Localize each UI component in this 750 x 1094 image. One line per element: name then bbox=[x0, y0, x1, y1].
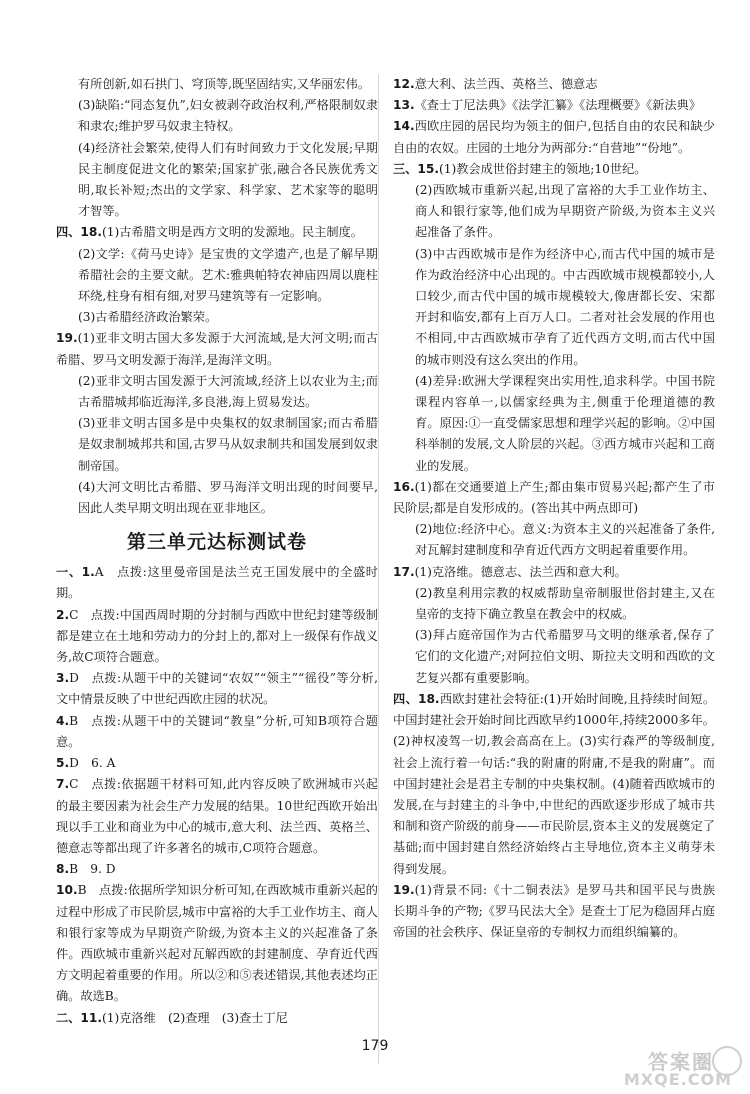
left-answers-part1 bbox=[56, 74, 378, 519]
right-answers bbox=[393, 74, 715, 943]
answer-paragraph bbox=[56, 307, 378, 328]
question-number: 三、15. bbox=[393, 161, 439, 176]
answer-text: (1)克洛维。德意志、法兰西和意大利。 bbox=[414, 564, 627, 579]
answer-text: D 6. A bbox=[69, 756, 116, 771]
answer-text: (3)缺陷:“同态复仇”,妇女被剥夺政治权利,严格限制奴隶和隶农;维护罗马奴隶主特权。 bbox=[78, 98, 378, 134]
answer-text: B 点拨:依据所学知识分析可知,在西欧城市重新兴起的过程中形成了市民阶层,城市中富裕的大手工业作坊主、商人和银行家等成为早期资产阶级,为资本主义的兴起准备了条件。西欧城市重新兴起对瓦解西欧的封建制度、孕育近代西方文明起着重要的作用。所以②和⑤表述错误,其他表述均正确。故选B。 bbox=[56, 883, 378, 1004]
answer-paragraph bbox=[56, 138, 378, 223]
question-number: 13. bbox=[393, 98, 415, 113]
left-answers-part2 bbox=[56, 562, 378, 1028]
question-number: 16. bbox=[393, 479, 415, 494]
answer-paragraph bbox=[56, 880, 378, 1007]
watermark-line1: 答案圈 bbox=[648, 1050, 714, 1074]
question-number: 3. bbox=[56, 671, 70, 686]
answer-text: (1)教会成世俗封建主的领地;10世纪。 bbox=[438, 161, 647, 176]
answer-paragraph bbox=[56, 753, 378, 774]
answer-text: 西欧封建社会特征:(1)开始时间晚,且持续时间短。中国封建社会开始时间比西欧早约1000年,持续2000多年。(2)神权凌驾一切,教会高高在上。(3)实行森严的等级制度,社会上流行着一句话:“我的附庸的附庸,不是我的附庸”。而中国封建社会是君主专制的中央集权制。(4)随着西欧城市的发展,在与封建主的斗争中,中世纪的西欧逐步形成了城市共和制和资产阶级的前身——市民阶层,资本主义的发展奠定了基础;而中国封建自然经济始终占主导地位,资本主义萌芽未得到发展。 bbox=[393, 691, 716, 876]
answer-text: C 点拨:中国西周时期的分封制与西欧中世纪封建等级制都是建立在土地和劳动力的分封上的,都对上一级保有作战义务,故C项符合题意。 bbox=[56, 607, 378, 665]
answer-paragraph bbox=[393, 689, 715, 880]
answer-paragraph bbox=[56, 244, 378, 308]
answer-paragraph bbox=[393, 116, 715, 158]
question-number: 4. bbox=[56, 713, 70, 728]
answer-paragraph bbox=[56, 774, 378, 859]
watermark-logo bbox=[592, 1046, 742, 1092]
answer-paragraph bbox=[56, 328, 378, 370]
answer-text: C 点拨:依据题干材料可知,此内容反映了欧洲城市兴起的最主要因素为社会生产力发展的结果。10世纪西欧开始出现以手工业和商业为中心的城市,意大利、法兰西、英格兰、德意志等都出现了许多著名的城市,C项符合题意。 bbox=[56, 777, 378, 855]
question-number: 2. bbox=[56, 607, 70, 622]
answer-text: (1)背景不同:《十二铜表法》是罗马共和国平民与贵族长期斗争的产物;《罗马民法大全》是查士丁尼为稳固拜占庭帝国的社会秩序、保证皇帝的专制权力而组织编纂的。 bbox=[393, 882, 715, 940]
question-number: 8. bbox=[56, 862, 70, 877]
answer-paragraph bbox=[393, 180, 715, 244]
answer-text: (2)地位:经济中心。意义:为资本主义的兴起准备了条件,对瓦解封建制度和孕育近代西方文明起着重要作用。 bbox=[415, 522, 715, 558]
answer-paragraph bbox=[393, 244, 715, 371]
question-number: 19. bbox=[393, 882, 415, 897]
answer-paragraph bbox=[393, 159, 715, 180]
answer-text: (1)亚非文明古国大多发源于大河流域,是大河文明;而古希腊、罗马文明发源于海洋,是海洋文明。 bbox=[56, 331, 378, 367]
left-column bbox=[56, 74, 378, 1029]
question-number: 5. bbox=[56, 756, 70, 771]
answer-text: (3)拜占庭帝国作为古代希腊罗马文明的继承者,保存了它们的文化遗产;对阿拉伯文明、斯拉夫文明和西欧的文艺复兴都有重要影响。 bbox=[415, 628, 715, 685]
answer-paragraph bbox=[56, 95, 378, 137]
answer-text: (4)大河文明比古希腊、罗马海洋文明出现的时间要早,因此人类早期文明出现在亚非地区。 bbox=[78, 479, 378, 516]
answer-paragraph bbox=[56, 1008, 378, 1029]
answer-paragraph bbox=[56, 605, 378, 669]
answer-text: (2)亚非文明古国发源于大河流域,经济上以农业为主;而古希腊城邦临近海洋,多良港,海上贸易发达。 bbox=[78, 373, 378, 410]
answer-paragraph bbox=[393, 95, 715, 116]
answer-paragraph bbox=[393, 74, 715, 95]
answer-text: (3)古希腊经济政治繁荣。 bbox=[78, 310, 218, 325]
answer-paragraph bbox=[56, 74, 378, 95]
answer-paragraph bbox=[393, 583, 715, 625]
answer-text: B 9. D bbox=[69, 862, 116, 877]
answer-text: B 点拨:从题干中的关键词“教皇”分析,可知B项符合题意。 bbox=[56, 713, 378, 749]
answer-text: (1)克洛维 (2)查理 (3)查士丁尼 bbox=[101, 1010, 288, 1025]
answer-paragraph bbox=[56, 711, 378, 753]
question-number: 10. bbox=[56, 883, 78, 898]
answer-paragraph bbox=[393, 371, 715, 477]
answer-text: D 点拨:从题干中的关键词“农奴”“领主”“徭役”等分析,文中情景反映了中世纪西欧庄园的状况。 bbox=[56, 671, 378, 707]
answer-paragraph bbox=[56, 222, 378, 243]
answer-text: 意大利、法兰西、英格兰、德意志 bbox=[414, 77, 598, 91]
watermark-line2: MXQE.COM bbox=[623, 1070, 732, 1089]
answer-paragraph bbox=[393, 625, 715, 689]
answer-text: (4)经济社会繁荣,使得人们有时间致力于文化发展;早期民主制度促进文化的繁荣;国家扩张,融合各民族优秀文明,取长补短;杰出的文学家、科学家、艺术家等的聪明才智等。 bbox=[78, 140, 378, 219]
answer-text: (4)差异:欧洲大学课程突出实用性,追求科学。中国书院课程内容单一,以儒家经典为主,侧重于伦理道德的教育。原因:①一直受儒家思想和理学兴起的影响。②中国科举制的发展,文人阶层的兴起。③西方城市兴起和工商业的发展。 bbox=[415, 373, 715, 473]
answer-text: (1)都在交通要道上产生;都由集市贸易兴起;都产生了市民阶层;都是自发形成的。(答出其中两点即可) bbox=[393, 479, 715, 516]
question-number: 14. bbox=[393, 119, 415, 134]
answer-paragraph bbox=[56, 413, 378, 477]
answer-text: (1)古希腊文明是西方文明的发源地。民主制度。 bbox=[101, 225, 363, 240]
answer-paragraph bbox=[56, 371, 378, 413]
question-number: 7. bbox=[56, 777, 70, 792]
section-title: 第三单元达标测试卷 bbox=[126, 531, 307, 554]
answer-text: (2)西欧城市重新兴起,出现了富裕的大手工业作坊主、商人和银行家等,他们成为早期资产阶级,为资本主义兴起准备了条件。 bbox=[415, 183, 715, 240]
answer-text: (2)文学:《荷马史诗》是宝贵的文学遗产,也是了解早期希腊社会的主要文献。艺术:雅典帕特农神庙四周以鹿柱环绕,柱身有相有细,对罗马建筑等有一定影响。 bbox=[78, 246, 378, 304]
answer-text: (2)教皇利用宗教的权威帮助皇帝制服世俗封建主,又在皇帝的支持下确立教皇在教会中的权威。 bbox=[415, 585, 715, 622]
answer-text: A 点拨:这里曼帝国是法兰克王国发展中的全盛时期。 bbox=[56, 565, 378, 601]
answer-paragraph bbox=[56, 859, 378, 880]
question-number: 二、11. bbox=[56, 1010, 102, 1025]
question-number: 17. bbox=[393, 564, 415, 579]
answer-paragraph bbox=[56, 668, 378, 710]
answer-text: 《查士丁尼法典》《法学汇纂》《法理概要》《新法典》 bbox=[414, 98, 701, 113]
answer-paragraph bbox=[393, 880, 715, 944]
right-column bbox=[393, 74, 715, 943]
question-number: 12. bbox=[393, 77, 415, 91]
answer-text: 西欧庄园的居民均为领主的佃户,包括自由的农民和缺少自由的农奴。庄园的土地分为两部分:“自营地”“份地”。 bbox=[393, 119, 715, 155]
answer-text: (3)中古西欧城市是作为经济中心,而古代中国的城市是作为政治经济中心出现的。中古西欧城市规模都较小,人口较少,而古代中国的城市规模较大,像唐都长安、宋都开封和临安,都有上百万人口。二者对社会发展的作用也不相同,中古西欧城市孕育了近代西方文明,而古代中国的城市则没有这么突出的作用。 bbox=[415, 246, 715, 367]
question-number: 一、1. bbox=[56, 565, 95, 580]
answer-paragraph bbox=[56, 562, 378, 604]
answer-text: 有所创新,如石拱门、穹顶等,既坚固结实,又华丽宏伟。 bbox=[78, 77, 370, 91]
answer-text: (3)亚非文明古国多是中央集权的奴隶制国家;而古希腊是奴隶制城邦共和国,古罗马从奴隶制共和国发展到奴隶制帝国。 bbox=[78, 416, 378, 473]
page-number: 179 bbox=[361, 1038, 389, 1054]
question-number: 四、18. bbox=[56, 225, 102, 240]
answer-paragraph bbox=[393, 519, 715, 561]
answer-paragraph bbox=[56, 477, 378, 519]
answer-paragraph bbox=[393, 562, 715, 583]
column-divider bbox=[378, 74, 379, 1064]
question-number: 四、18. bbox=[393, 691, 440, 706]
answer-paragraph bbox=[393, 477, 715, 519]
question-number: 19. bbox=[56, 331, 78, 346]
